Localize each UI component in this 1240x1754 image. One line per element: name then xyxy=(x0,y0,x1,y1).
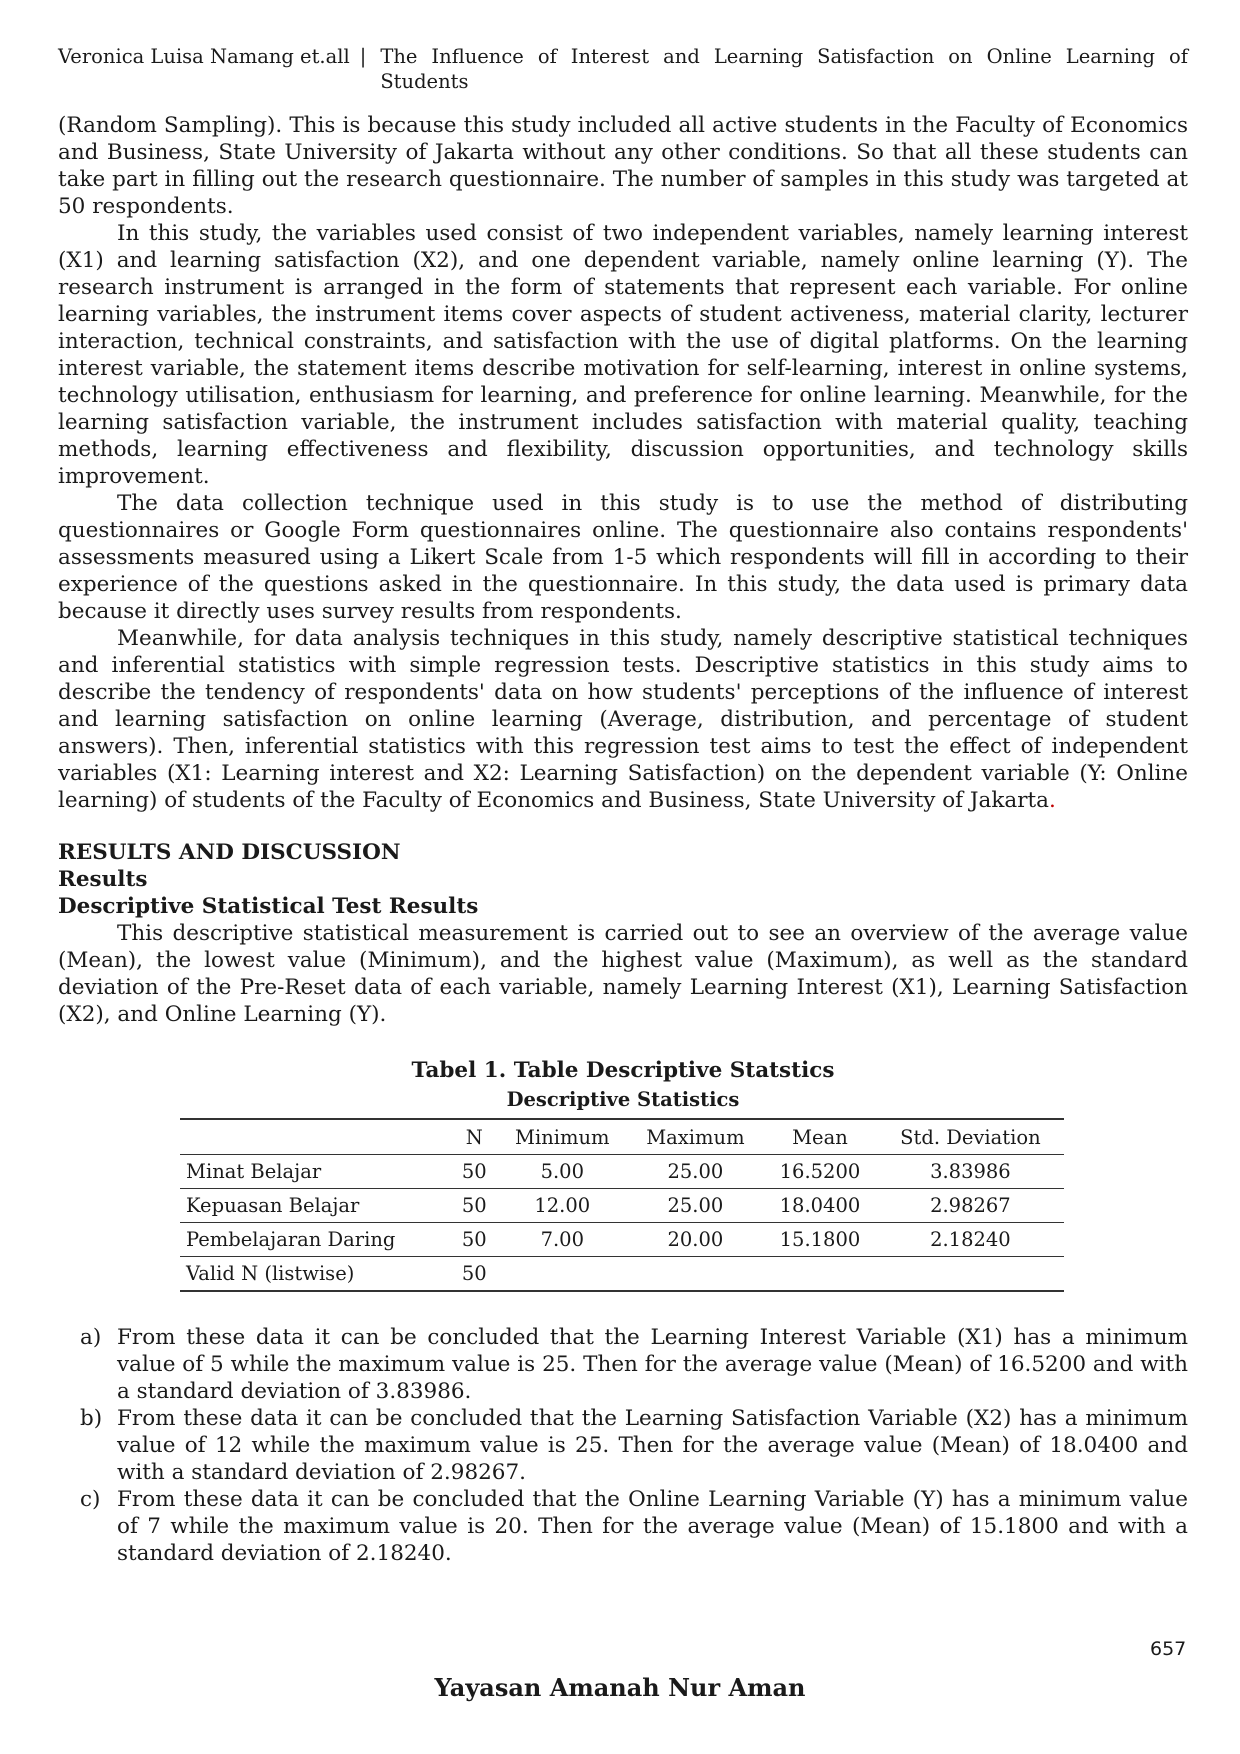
table-cell: 18.0400 xyxy=(763,1189,877,1223)
list-item-text: From these data it can be concluded that the Learning Interest Variable (X1) has a minimum value of 5 while the maximum value is 25. Then for the average value (Mean) of 16.5200 and with a standard deviation of 3.83986. xyxy=(117,1325,1188,1404)
table-cell xyxy=(497,1257,628,1292)
table-header-cell: Std. Deviation xyxy=(900,1126,1041,1149)
paragraph-variables: In this study, the variables used consist of two independent variables, namely learning interest (X1) and learning satisfaction (X2), and one dependent variable, namely online learning (Y). The research instrument is arranged in the form of statements that represent each variable. For online learning variables, the instrument items cover aspects of student activeness, material clarity, lecturer interaction, technical constraints, and satisfaction with the use of digital platforms. On the learning interest variable, the statement items describe motivation for self-learning, interest in online systems, technology utilisation, enthusiasm for learning, and preference for online learning. Meanwhile, for the learning satisfaction variable, the instrument includes satisfaction with material quality, teaching methods, learning effectiveness and flexibility, discussion opportunities, and technology skills improvement. xyxy=(58,221,1188,489)
table-cell xyxy=(763,1257,877,1292)
table-cell: Valid N (listwise) xyxy=(180,1257,452,1292)
table-row xyxy=(180,1223,1064,1257)
table-cell: 16.5200 xyxy=(763,1155,877,1189)
paragraph-analysis-period: . xyxy=(1048,788,1056,813)
list-marker: b) xyxy=(80,1406,103,1431)
section-heading: RESULTS AND DISCUSSION xyxy=(58,840,401,865)
table-row xyxy=(180,1257,1064,1292)
table-cell: 50 xyxy=(452,1257,497,1292)
table-cell: Pembelajaran Daring xyxy=(180,1223,452,1257)
table-cell: 25.00 xyxy=(628,1155,763,1189)
list-item xyxy=(58,1486,1188,1567)
conclusions-list xyxy=(58,1324,1188,1567)
table-cell: 2.18240 xyxy=(877,1223,1064,1257)
table-subtitle: Descriptive Statistics xyxy=(506,1088,740,1111)
table-header-cell: Minimum xyxy=(515,1126,610,1149)
list-item xyxy=(58,1405,1188,1486)
list-marker: c) xyxy=(80,1487,101,1512)
table-cell: 20.00 xyxy=(628,1223,763,1257)
page-body xyxy=(58,112,1188,1567)
table-row xyxy=(180,1155,1064,1189)
list-item xyxy=(58,1324,1188,1405)
paragraph-data-collection: The data collection technique used in this study is to use the method of distributing questionnaires or Google Form questionnaires online. The questionnaire also contains respondents' assessments measured using a Likert Scale from 1-5 which respondents will fill in according to their experience of the questions asked in the questionnaire. In this study, the data used is primary data because it directly uses survey results from respondents. xyxy=(58,491,1188,624)
header-authors: Veronica Luisa Namang et.all xyxy=(58,45,350,68)
table-cell: 15.1800 xyxy=(763,1223,877,1257)
table-figure xyxy=(58,1056,1188,1292)
table-cell: Kepuasan Belajar xyxy=(180,1189,452,1223)
running-header xyxy=(58,44,1188,94)
table-cell: 50 xyxy=(452,1189,497,1223)
list-item-text: From these data it can be concluded that the Online Learning Variable (Y) has a minimum value of 7 while the maximum value is 20. Then for the average value (Mean) of 15.1800 and with a standard deviation of 2.18240. xyxy=(117,1487,1188,1566)
table-cell: 25.00 xyxy=(628,1189,763,1223)
footer-publisher: Yayasan Amanah Nur Aman xyxy=(434,1673,806,1702)
list-item-text: From these data it can be concluded that the Learning Satisfaction Variable (X2) has a minimum value of 12 while the maximum value is 25. Then for the average value (Mean) of 18.0400 and with a standard deviation of 2.98267. xyxy=(117,1406,1188,1485)
table-cell xyxy=(628,1257,763,1292)
table-header-cell: Mean xyxy=(792,1126,848,1149)
paragraph-analysis-text: Meanwhile, for data analysis techniques in this study, namely descriptive statistical techniques and inferential statistics with simple regression tests. Descriptive statistics in this study aims to describe the tendency of respondents' data on how students' perceptions of the influence of interest and learning satisfaction on online learning (Average, distribution, and percentage of student answers). Then, inferential statistics with this regression test aims to test the effect of independent variables (X1: Learning interest and X2: Learning Satisfaction) on the dependent variable (Y: Online learning) of students of the Faculty of Economics and Business, State University of Jakarta xyxy=(58,626,1188,813)
table-cell: 7.00 xyxy=(497,1223,628,1257)
table-cell: 50 xyxy=(452,1155,497,1189)
table-caption: Tabel 1. Table Descriptive Statstics xyxy=(411,1058,835,1083)
table-header-row xyxy=(180,1119,1064,1155)
table-cell: 3.83986 xyxy=(877,1155,1064,1189)
paragraph-analysis xyxy=(58,625,1188,814)
table-row xyxy=(180,1189,1064,1223)
table-header-cell: N xyxy=(465,1126,483,1149)
paragraph-descriptive: This descriptive statistical measurement is carried out to see an overview of the average value (Mean), the lowest value (Minimum), and the highest value (Maximum), as well as the standard deviation of the Pre-Reset data of each variable, namely Learning Interest (X1), Learning Satisfaction (X2), and Online Learning (Y). xyxy=(58,921,1188,1027)
table-cell: 5.00 xyxy=(497,1155,628,1189)
descriptive-statistics-table xyxy=(180,1118,1064,1292)
table-cell: Minat Belajar xyxy=(180,1155,452,1189)
table-header-cell: Maximum xyxy=(646,1126,745,1149)
paragraph-sampling: (Random Sampling). This is because this study included all active students in the Faculty of Economics and Business, State University of Jakarta without any other conditions. So that all these students can take part in filling out the research questionnaire. The number of samples in this study was targeted at 50 respondents. xyxy=(58,113,1188,219)
subsubsection-heading: Descriptive Statistical Test Results xyxy=(58,894,479,919)
table-cell: 2.98267 xyxy=(877,1189,1064,1223)
list-marker: a) xyxy=(80,1325,102,1350)
header-title: The Influence of Interest and Learning Satisfaction on Online Learning of Students xyxy=(380,45,1188,93)
header-separator: | xyxy=(359,45,367,68)
subsection-heading: Results xyxy=(58,867,148,892)
table-cell xyxy=(877,1257,1064,1292)
table-cell: 12.00 xyxy=(497,1189,628,1223)
table-cell: 50 xyxy=(452,1223,497,1257)
table-header-cell xyxy=(180,1119,452,1155)
page-number: 657 xyxy=(1150,1638,1187,1660)
